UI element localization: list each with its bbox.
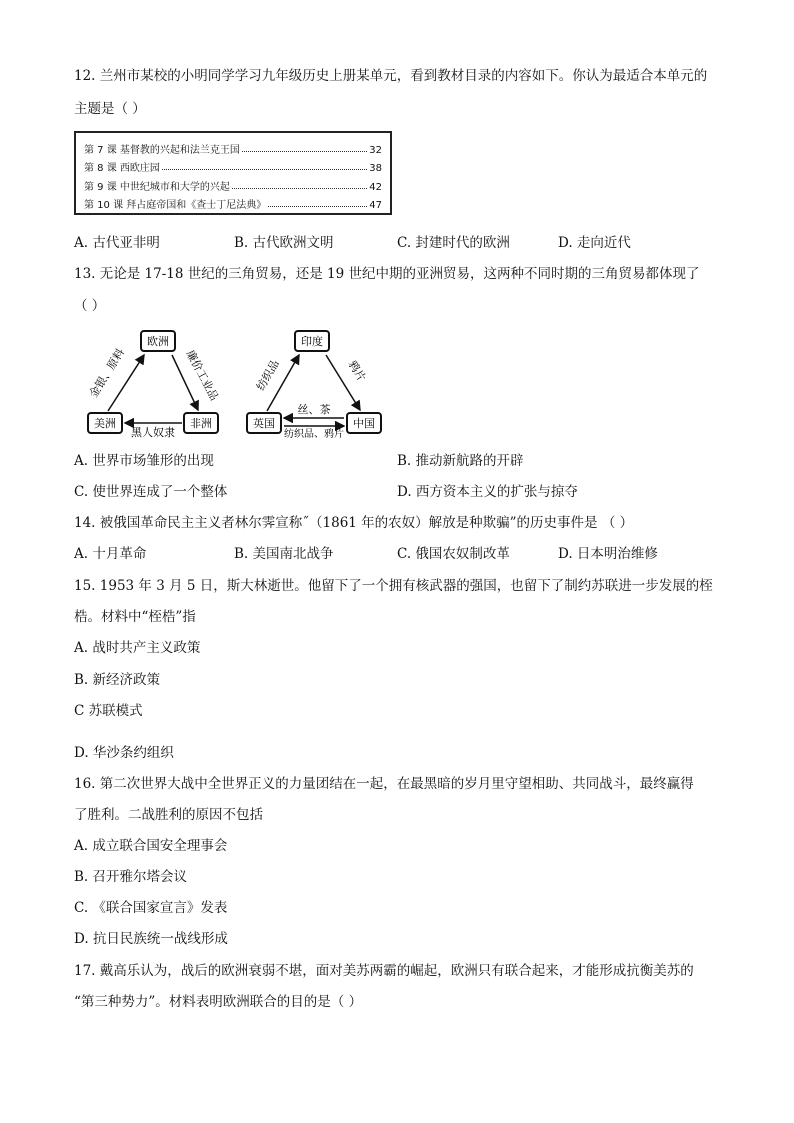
- toc-page: 47: [369, 200, 382, 211]
- q14-option-a: A. 十月革命: [74, 546, 147, 562]
- q12-toc-box: [74, 131, 392, 215]
- q17-stem-line2: “第三种势力”。材料表明欧洲联合的目的是（ ）: [74, 994, 363, 1010]
- q15-option-d: D. 华沙条约组织: [74, 745, 174, 761]
- toc-title: 第 9 课 中世纪城市和大学的兴起: [84, 181, 230, 193]
- edge-label: 鸦片: [345, 358, 369, 384]
- node-label: 美洲: [94, 417, 116, 430]
- node-label: 英国: [253, 417, 275, 430]
- q14-option-d: D. 日本明治维修: [558, 546, 658, 562]
- q14-stem: 14. 被俄国革命民主主义者林尔霁宣称˝（1861 年的农奴）解放是种欺骗”的历史事件是 （ ）: [74, 515, 634, 531]
- q16-stem-line1: 16. 第二次世界大战中全世界正义的力量团结在一起，在最黑暗的岁月里守望相助、共同战斗，最终赢得: [74, 776, 694, 792]
- q16-stem-line2: 了胜利。二战胜利的原因不包括: [74, 807, 263, 823]
- edge-label: 纺织品: [254, 357, 282, 393]
- node-label: 欧洲: [147, 335, 169, 348]
- q13-option-b: B. 推动新航路的开辟: [397, 453, 524, 469]
- toc-page: 42: [369, 181, 382, 193]
- q13-option-d: D. 西方资本主义的扩张与掠夺: [397, 484, 578, 500]
- toc-page: 38: [369, 163, 382, 174]
- q12-option-c: C. 封建时代的欧洲: [397, 235, 510, 251]
- node-label: 印度: [301, 335, 323, 348]
- toc-row: [84, 193, 382, 212]
- toc-title: 第 10 课 拜占庭帝国和《查士丁尼法典》: [84, 200, 267, 211]
- q16-option-b: B. 召开雅尔塔会议: [74, 869, 188, 885]
- toc-title: 第 7 课 基督教的兴起和法兰克王国: [84, 144, 240, 156]
- q13-option-a: A. 世界市场雏形的出现: [74, 453, 214, 469]
- edge-label: 丝、茶: [297, 403, 331, 416]
- edge-label: 金银、原料: [86, 346, 128, 400]
- q12-stem-line1: 12. 兰州市某校的小明同学学习九年级历史上册某单元，看到教材目录的内容如下。你认为最适合本单元的: [74, 68, 708, 84]
- toc-dots: [162, 169, 367, 170]
- toc-dots: [232, 188, 367, 189]
- q15-stem-line2: 梏。材料中“桎梏”指: [74, 609, 196, 625]
- q16-option-c: C. 《联合国家宣言》发表: [74, 900, 228, 916]
- q12-stem-line2: 主题是（ ）: [74, 101, 146, 117]
- toc-row: [84, 174, 382, 193]
- q12-option-b: B. 古代欧洲文明: [234, 235, 334, 251]
- q13-stem-line1: 13. 无论是 17-18 世纪的三角贸易，还是 19 世纪中期的亚洲贸易，这两种不同时期的三角贸易都体现了: [74, 266, 700, 282]
- toc-row: [84, 137, 382, 156]
- q15-stem-line1: 15. 1953 年 3 月 5 日，斯大林逝世。他留下了一个拥有核武器的强国，也留下了制约苏联进一步发展的桎: [74, 578, 713, 594]
- q16-option-a: A. 成立联合国安全理事会: [74, 838, 228, 854]
- q15-option-b: B. 新经济政策: [74, 672, 161, 688]
- toc-page: 32: [369, 144, 382, 156]
- q13-stem-line2: （ ）: [74, 298, 106, 314]
- node-label: 中国: [353, 417, 375, 430]
- q12-option-a: A. 古代亚非明: [74, 235, 160, 251]
- toc-title: 第 8 课 西欧庄园: [84, 163, 160, 174]
- q17-stem-line1: 17. 戴高乐认为，战后的欧洲衰弱不堪，面对美苏两霸的崛起，欧洲只有联合起来，才能形成抗衡美苏的: [74, 963, 694, 979]
- edge-label: 廉价工业品: [183, 348, 221, 403]
- edge-label: 纺织品、鸦片: [284, 429, 344, 440]
- q12-option-d: D. 走向近代: [558, 235, 631, 251]
- toc-dots: [242, 151, 367, 152]
- q15-option-c: C 苏联模式: [74, 703, 143, 719]
- toc-row: [84, 156, 382, 175]
- q13-option-c: C. 使世界连成了一个整体: [74, 484, 228, 500]
- q13-trade-diagrams: [74, 325, 394, 440]
- q14-option-c: C. 俄国农奴制改革: [397, 546, 510, 562]
- q14-option-b: B. 美国南北战争: [234, 546, 334, 562]
- q15-option-a: A. 战时共产主义政策: [74, 640, 201, 656]
- q16-option-d: D. 抗日民族统一战线形成: [74, 931, 228, 947]
- toc-dots: [268, 206, 367, 207]
- edge-label: 黑人奴隶: [131, 426, 175, 439]
- node-label: 非洲: [190, 417, 212, 430]
